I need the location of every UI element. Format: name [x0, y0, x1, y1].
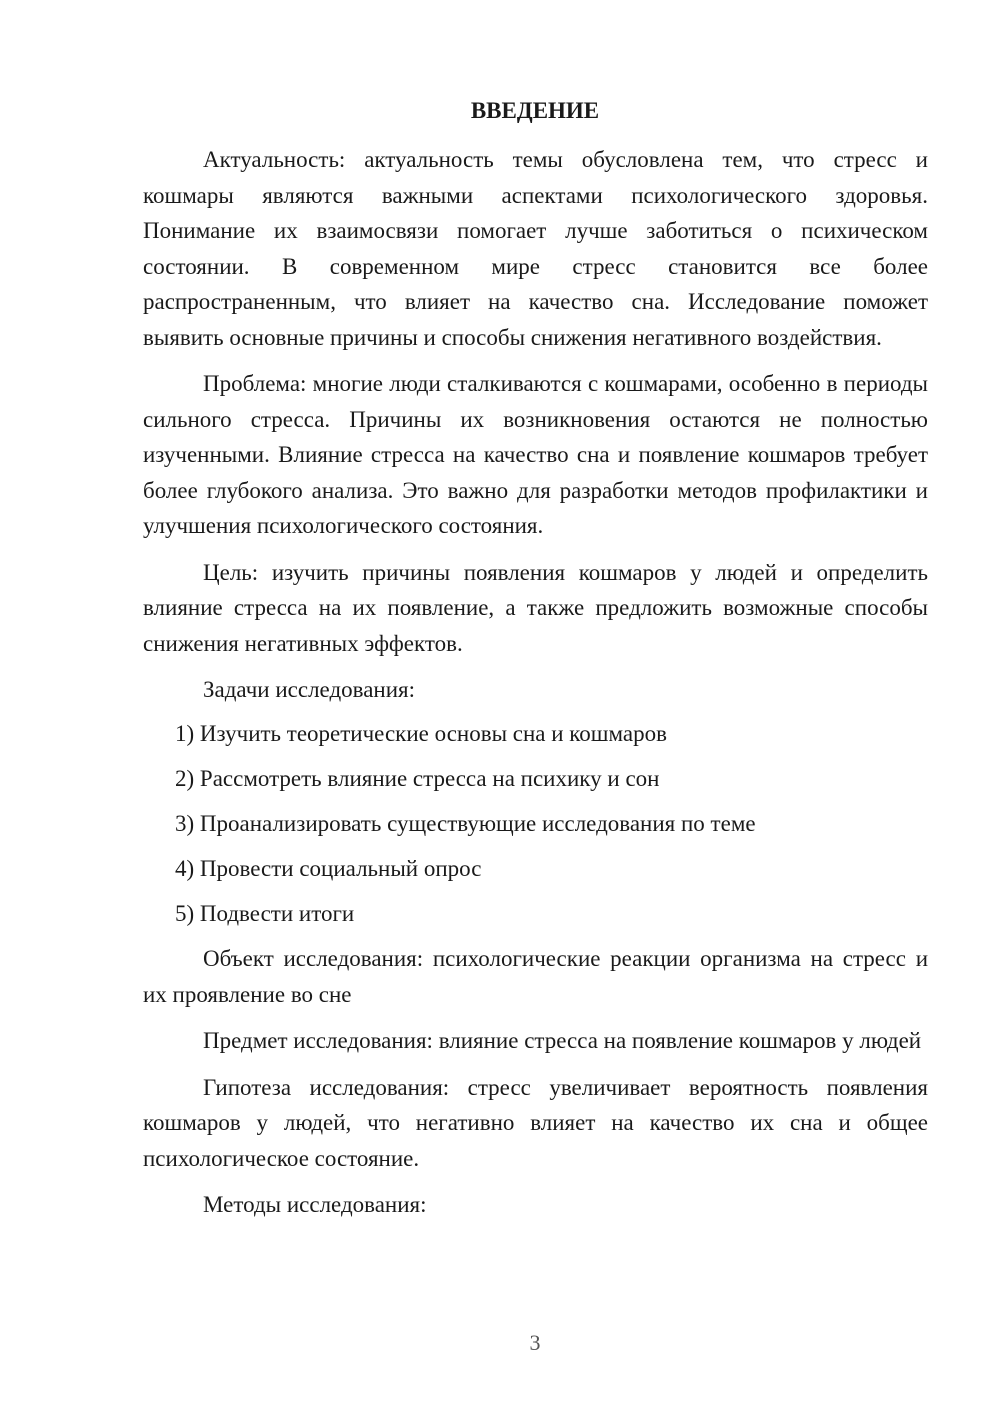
task-item: 1) Изучить теоретические основы сна и кошмаров — [175, 720, 667, 746]
goal-paragraph: Цель: изучить причины появления кошмаров у людей и определить влияние стресса на их появление, а также предложить возможные способы снижения негативных эффектов. — [143, 559, 928, 656]
page-number: 3 — [529, 1330, 541, 1355]
page-title: ВВЕДЕНИЕ — [470, 98, 600, 123]
task-item: 5) Подвести итоги — [175, 900, 355, 926]
task-item: 2) Рассмотреть влияние стресса на психику и сон — [175, 765, 660, 791]
task-item: 4) Провести социальный опрос — [175, 855, 482, 881]
document-body — [143, 142, 928, 1234]
problem-paragraph: Проблема: многие люди сталкиваются с кошмарами, особенно в периоды сильного стресса. Причины их возникновения остаются не полностью изученными. Влияние стресса на качество сна и появление кошмаров требует более глубокого анализа. Это важно для разработки методов профилактики и улучшения психологического состояния. — [143, 371, 928, 538]
subject-paragraph: Предмет исследования: влияние стресса на появление кошмаров у людей — [203, 1028, 922, 1053]
methods-heading: Методы исследования: — [203, 1192, 427, 1217]
task-item: 3) Проанализировать существующие исследования по теме — [175, 810, 756, 836]
object-paragraph: Объект исследования: психологические реакции организма на стресс и их проявление во сне — [143, 946, 928, 1007]
relevance-paragraph: Актуальность: актуальность темы обусловлена тем, что стресс и кошмары являются важными аспектами психологического здоровья. Понимание их взаимосвязи помогает лучше заботиться о психическом состоянии. В современном мире стресс становится все более распространенным, что влияет на качество сна. Исследование поможет выявить основные причины и способы снижения негативного воздействия. — [143, 147, 928, 350]
tasks-list — [143, 716, 928, 932]
tasks-heading: Задачи исследования: — [203, 677, 416, 702]
hypothesis-paragraph: Гипотеза исследования: стресс увеличивает вероятность появления кошмаров у людей, что негативно влияет на качество их сна и общее психологическое состояние. — [143, 1074, 928, 1171]
